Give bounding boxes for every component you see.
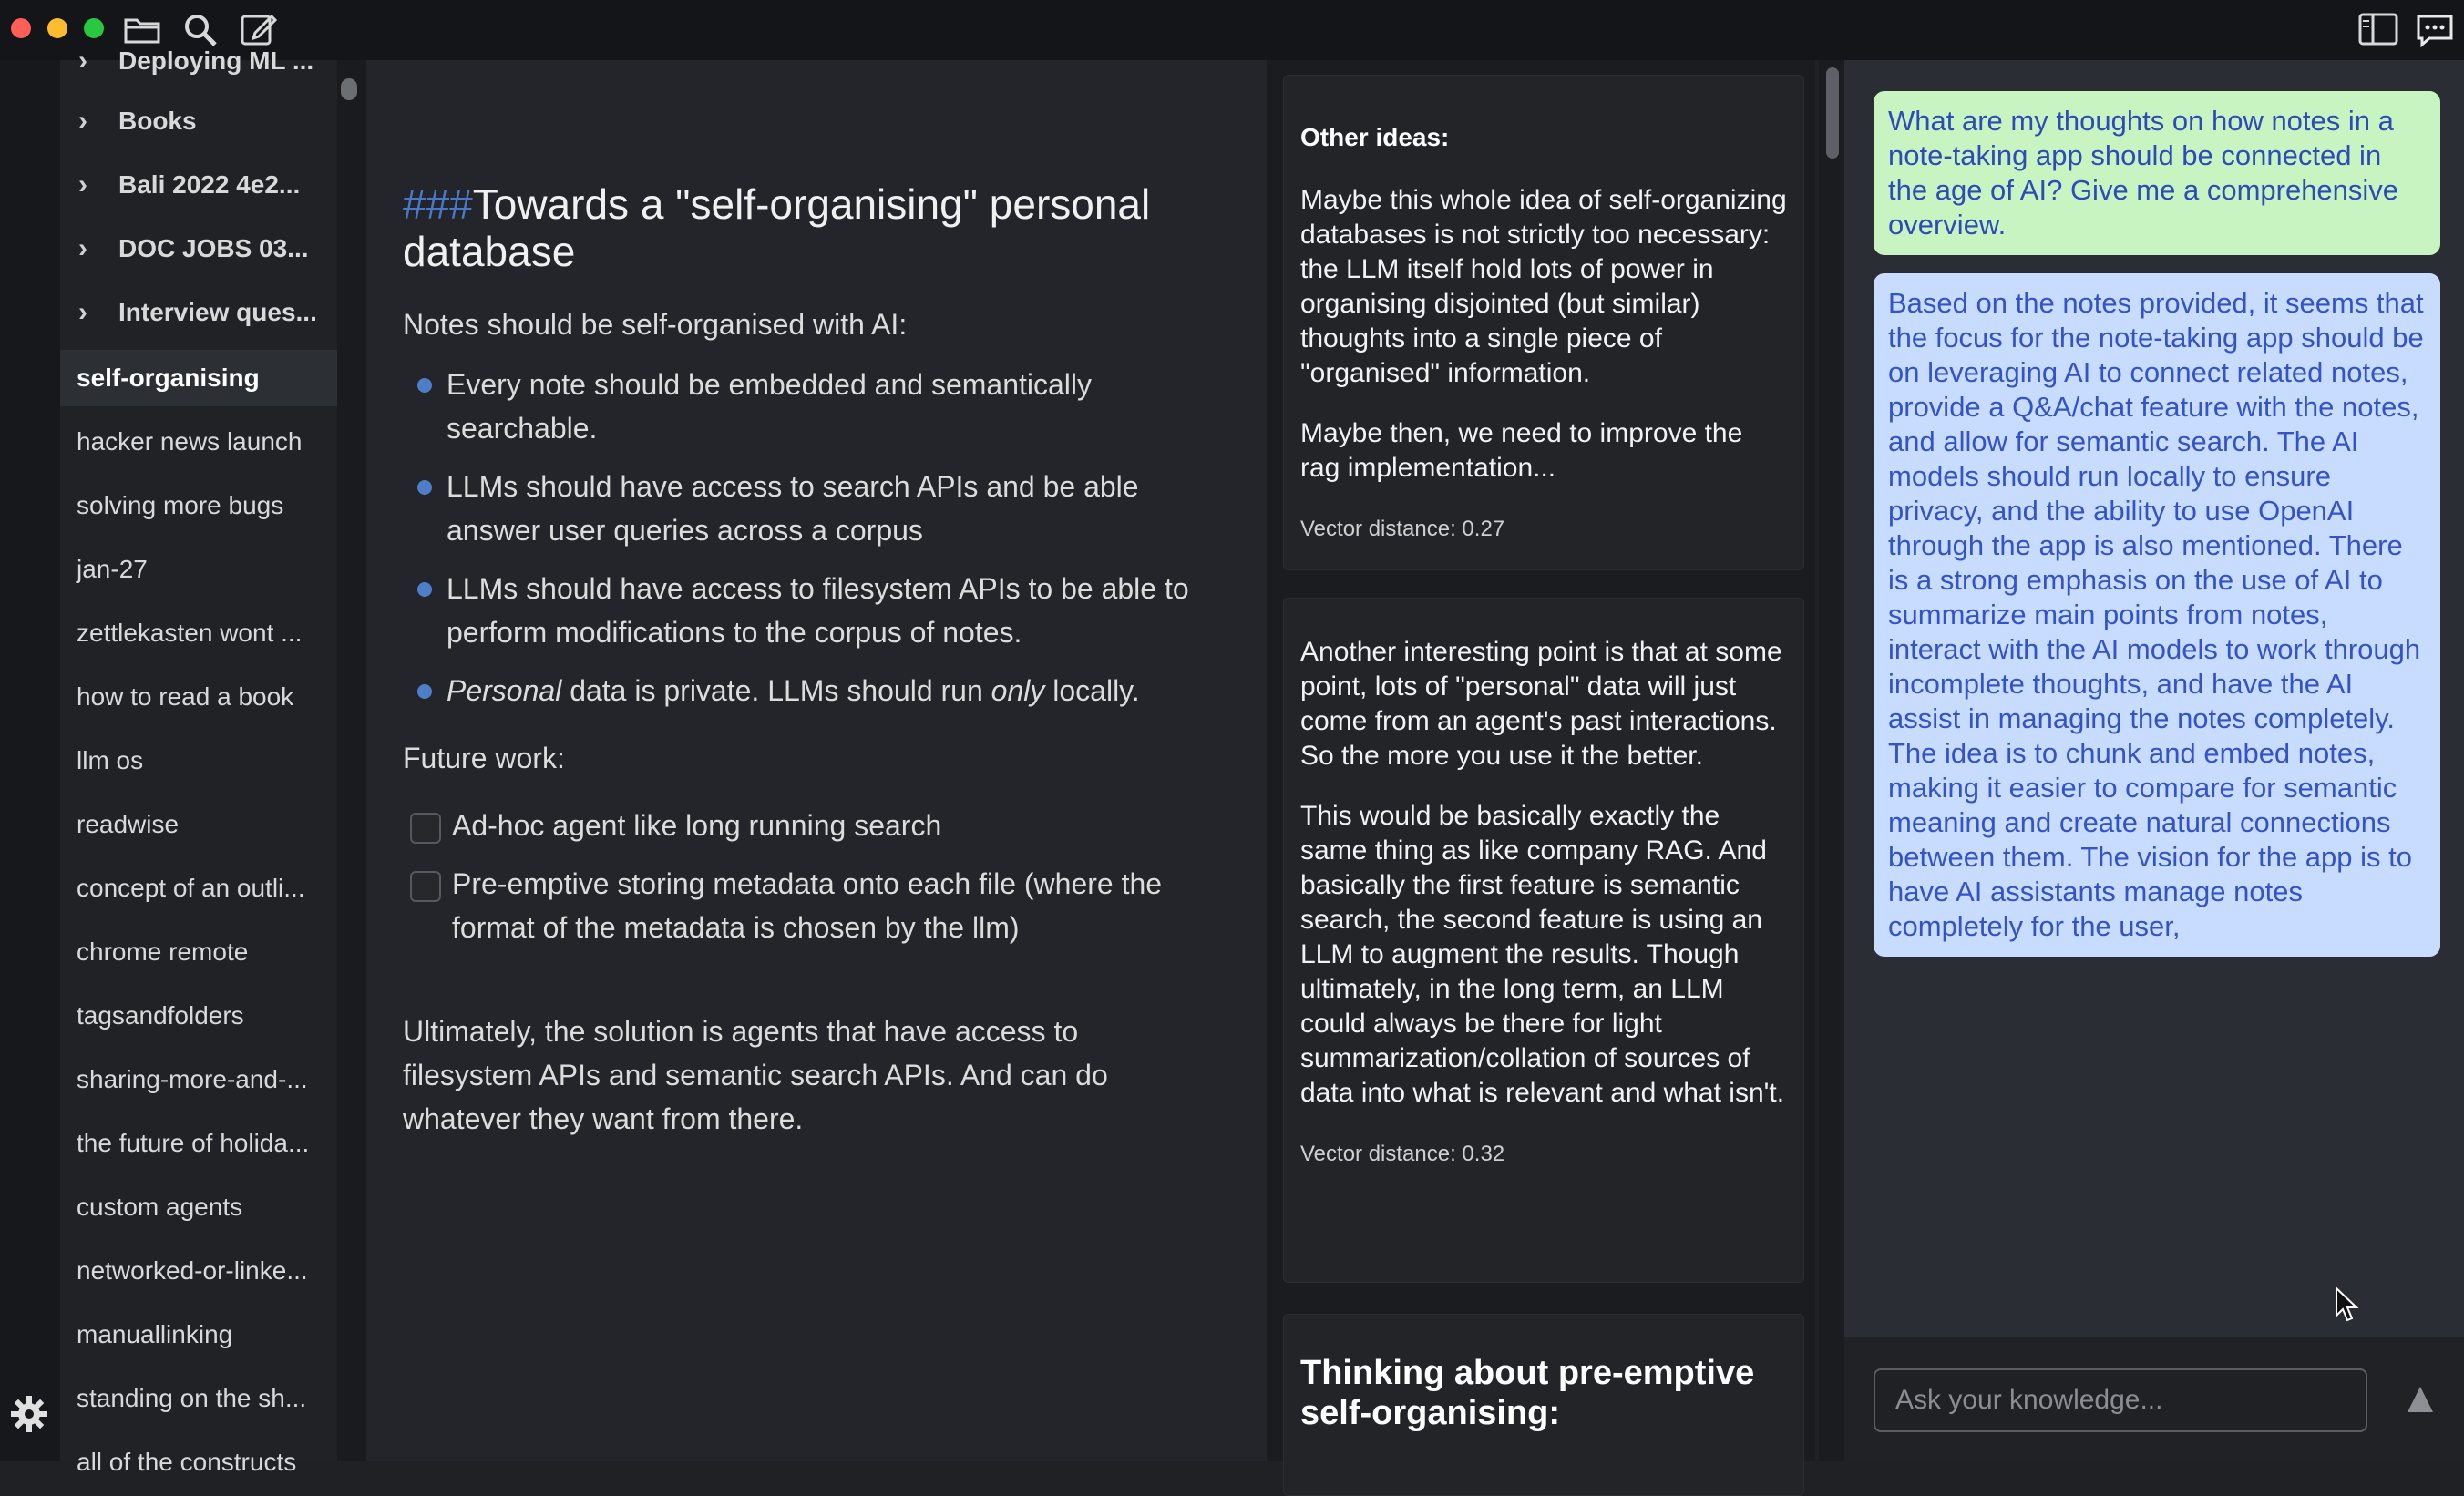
sidebar-folder[interactable] xyxy=(60,157,337,213)
sidebar-item-label: Bali 2022 4e2... xyxy=(118,170,301,199)
vector-distance: Vector distance: 0.32 xyxy=(1300,1142,1505,1166)
sidebar-item-label: DOC JOBS 03... xyxy=(118,234,309,262)
bullet-dot xyxy=(417,480,432,495)
sidebar-item[interactable]: sharing-more-and-... xyxy=(77,1065,308,1093)
sidebar-item-label: Interview ques... xyxy=(118,298,317,326)
chevron-right-icon: › xyxy=(78,46,87,76)
mouse-cursor-icon xyxy=(2335,1286,2360,1323)
related-note-card[interactable] xyxy=(1283,75,1804,570)
sidebar-item[interactable]: zettlekasten wont ... xyxy=(77,619,303,647)
chat-input[interactable] xyxy=(1874,1368,2367,1432)
sidebar-item[interactable]: tagsandfolders xyxy=(77,1001,244,1030)
emphasis-personal: Personal xyxy=(447,674,562,707)
list-item-text xyxy=(417,669,1219,712)
sidebar-item[interactable]: jan-27 xyxy=(77,555,148,583)
sidebar-item[interactable]: hacker news launch xyxy=(77,427,303,456)
chevron-right-icon: › xyxy=(78,297,87,327)
sidebar-item[interactable]: concept of an outli... xyxy=(77,874,305,902)
intro-paragraph: Notes should be self-organised with AI: xyxy=(403,308,908,341)
list-item xyxy=(417,669,1219,712)
heading-text: Towards a "self-organising" personal database xyxy=(403,180,1151,275)
left-strip xyxy=(0,60,60,1461)
related-note-card[interactable] xyxy=(1283,598,1804,1283)
ai-message: Based on the notes provided, it seems that the focus for the note-taking app should be on leveraging AI to connect related notes, provide a Q&A/chat feature with the notes, and allow for semantic search. The AI models should run locally to ensure privacy, and the ability to use OpenAI through the app is also mentioned. There is a strong emphasis on the use of AI to summarize main points from notes, interact with the AI models to work through incomplete thoughts, and have the AI assist in managing the notes completely. The idea is to chunk and embed notes, making it easier to compare for semantic meaning and create natural connections between them. The vision for the app is to have AI assistants manage notes completely for the user, xyxy=(1874,273,2440,957)
sidebar-divider[interactable] xyxy=(337,60,366,1461)
sidebar-toggle-icon[interactable] xyxy=(2358,11,2398,47)
chevron-right-icon: › xyxy=(78,233,87,263)
related-scrollbar[interactable] xyxy=(1819,60,1844,1461)
send-icon[interactable] xyxy=(2402,1381,2438,1418)
sidebar-folder[interactable] xyxy=(60,284,337,341)
list-item xyxy=(417,465,1219,552)
chevron-right-icon: › xyxy=(78,106,87,136)
task-text: Pre-emptive storing metadata onto each file (where the format of the metadata is chosen by the llm) xyxy=(452,867,1163,944)
gear-icon[interactable] xyxy=(9,1394,49,1434)
list-item-text: LLMs should have access to search APIs and be able answer user queries across a corpus xyxy=(447,470,1139,547)
card-paragraph: This would be basically exactly the same thing as like company RAG. And basically the first feature is semantic search, the second feature is using an LLM to augment the results. Though ultimately, in the long term, an LLM could always be there for light summarization/collation of sources of data into what is relevant and what isn't. xyxy=(1300,801,1785,1108)
sidebar-folder[interactable] xyxy=(60,93,337,149)
task-text: Ad-hoc agent like long running search xyxy=(452,809,942,842)
sidebar-item-self-organising[interactable]: self-organising xyxy=(60,350,337,406)
sidebar-item[interactable]: the future of holida... xyxy=(77,1129,310,1157)
note-editor[interactable] xyxy=(366,60,1267,1461)
list-item-text: Every note should be embedded and semantically searchable. xyxy=(447,368,1092,445)
card-paragraph: Maybe then, we need to improve the rag implementation... xyxy=(1300,418,1743,483)
sidebar-item-label: Books xyxy=(118,107,197,135)
sidebar-item[interactable]: llm os xyxy=(77,746,144,774)
chat-icon[interactable] xyxy=(2415,11,2455,47)
window-close-button[interactable] xyxy=(11,18,31,38)
chat-panel xyxy=(1844,60,2464,1461)
sidebar-folder[interactable] xyxy=(60,220,337,277)
related-note-card[interactable] xyxy=(1283,1314,1804,1496)
task-item xyxy=(410,862,1230,949)
list-item-text-part: locally. xyxy=(1044,674,1140,707)
sidebar-item[interactable]: standing on the sh... xyxy=(77,1384,307,1412)
heading-marker: ### xyxy=(403,180,473,228)
list-item-text-part: data is private. LLMs should run xyxy=(561,674,991,707)
title-bar xyxy=(0,0,2464,60)
related-notes-panel xyxy=(1267,60,1815,1461)
bullet-dot xyxy=(417,378,432,393)
task-item xyxy=(410,804,1230,847)
vector-distance: Vector distance: 0.27 xyxy=(1300,517,1505,541)
sidebar-folder[interactable] xyxy=(60,33,337,89)
sidebar-item[interactable]: readwise xyxy=(77,810,180,838)
sidebar-item[interactable]: how to read a book xyxy=(77,682,294,711)
card-title: Thinking about pre-emptive self-organising: xyxy=(1300,1354,1755,1432)
chat-input-area xyxy=(1844,1337,2464,1461)
file-sidebar xyxy=(60,46,337,1476)
emphasis-only: only xyxy=(991,674,1045,707)
bullet-dot xyxy=(417,684,432,699)
sidebar-item[interactable]: manuallinking xyxy=(77,1320,233,1348)
list-item xyxy=(417,567,1219,654)
sidebar-item[interactable]: solving more bugs xyxy=(77,491,284,519)
card-title: Other ideas: xyxy=(1300,123,1450,151)
task-checkbox[interactable] xyxy=(410,871,441,902)
sidebar-item[interactable]: all of the constructs xyxy=(77,1448,297,1476)
future-work-heading: Future work: xyxy=(403,742,565,774)
sidebar-item[interactable]: custom agents xyxy=(77,1193,243,1221)
note-heading xyxy=(403,180,1223,275)
scrollbar-thumb[interactable] xyxy=(1826,67,1839,159)
conclusion-paragraph: Ultimately, the solution is agents that have access to filesystem APIs and semantic search APIs. And can do whatever they want from there. xyxy=(403,1015,1108,1135)
user-message: What are my thoughts on how notes in a note-taking app should be connected in the age of AI? Give me a comprehensive overview. xyxy=(1874,91,2440,255)
card-paragraph: Maybe this whole idea of self-organizing databases is not strictly too necessary: the LLM itself hold lots of power in organising disjointed (but similar) thoughts into a single piece of "organised" information. xyxy=(1300,185,1787,388)
task-checkbox[interactable] xyxy=(410,813,441,844)
sidebar-item-label: Deploying ML ... xyxy=(118,46,314,75)
chevron-right-icon: › xyxy=(78,169,87,200)
sidebar-scrollbar[interactable] xyxy=(341,78,357,100)
sidebar-item[interactable]: networked-or-linke... xyxy=(77,1256,308,1285)
list-item xyxy=(417,363,1219,450)
list-item-text: LLMs should have access to filesystem APIs to be able to perform modifications to the corpus of notes. xyxy=(447,572,1189,649)
card-paragraph: Another interesting point is that at some point, lots of "personal" data will just come from an agent's past interactions. So the more you use it the better. xyxy=(1300,637,1782,771)
sidebar-item[interactable]: chrome remote xyxy=(77,938,249,966)
bullet-dot xyxy=(417,582,432,597)
